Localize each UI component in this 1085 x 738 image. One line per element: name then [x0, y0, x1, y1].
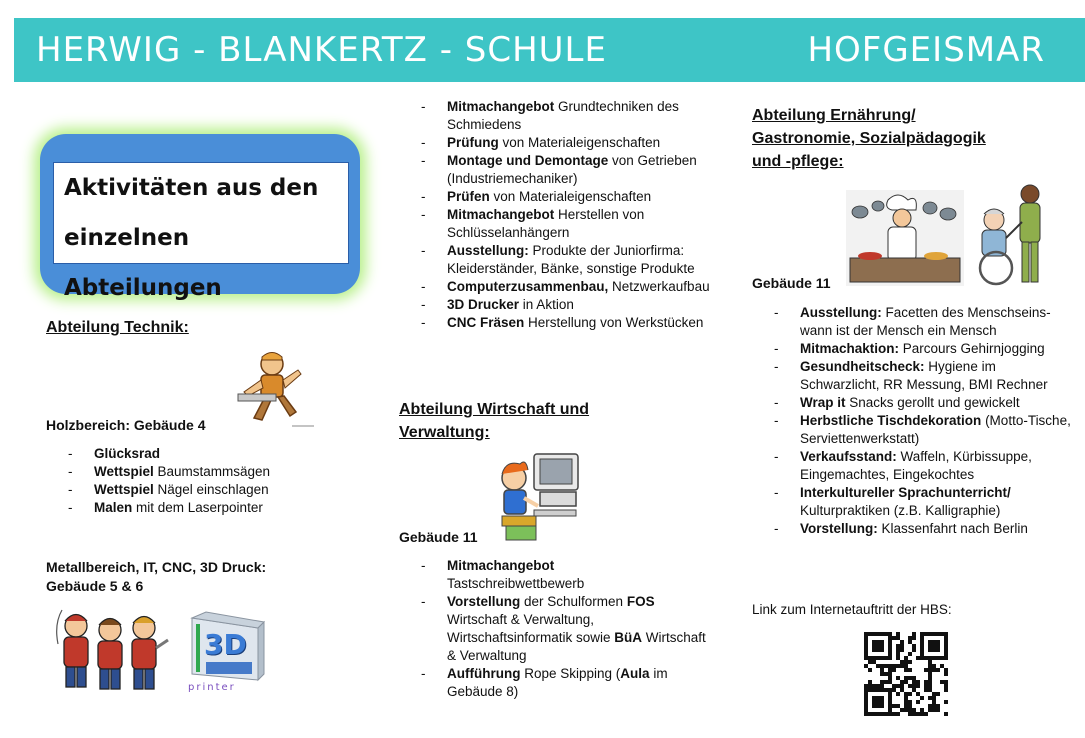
list-item: - Herbstliche Tischdekoration (Motto-Tische, Serviettenwerkstatt): [752, 412, 1072, 448]
activities-line-1: Aktivitäten aus den: [64, 175, 319, 201]
list-item: - Aufführung Rope Skipping (Aula im Gebäude 8): [399, 665, 714, 701]
activities-box: [40, 134, 360, 301]
computer-kid-illustration: [494, 448, 586, 544]
mechanics-illustration: [52, 604, 170, 696]
list-item: - Montage und Demontage von Getrieben (Industriemechaniker): [399, 152, 714, 188]
ernaehrung-heading: [752, 104, 986, 173]
list-item: - Interkultureller Sprachunterricht/ Kulturpraktiken (z.B. Kalligraphie): [752, 484, 1072, 520]
carpenter-illustration: [232, 348, 314, 430]
list-item: - Glücksrad: [46, 445, 346, 463]
header-banner: [14, 18, 1085, 82]
qr-code[interactable]: [864, 632, 948, 716]
printer-label: printer: [188, 682, 236, 693]
list-item: - Vorstellung: Klassenfahrt nach Berlin: [752, 520, 1072, 538]
list-item: - Prüfung von Materialeigenschaften: [399, 134, 714, 152]
list-item: - Wettspiel Nägel einschlagen: [46, 481, 346, 499]
list-item: - Mitmachangebot Herstellen von Schlüsselanhängern: [399, 206, 714, 242]
ernaehrung-heading-line-2: Gastronomie, Sozialpädagogik: [752, 130, 986, 147]
school-name: HERWIG - BLANKERTZ - SCHULE: [36, 30, 607, 70]
chef-illustration: [846, 190, 964, 286]
wirtschaft-heading: [399, 398, 589, 444]
list-item: - Wettspiel Baumstammsägen: [46, 463, 346, 481]
list-item: - Gesundheitscheck: Hygiene im Schwarzlicht, RR Messung, BMI Rechner: [752, 358, 1072, 394]
technik-heading: Abteilung Technik:: [46, 319, 189, 336]
list-item: - Computerzusammenbau, Netzwerkaufbau: [399, 278, 714, 296]
list-item: - Mitmachaktion: Parcours Gehirnjogging: [752, 340, 1072, 358]
metall-heading: [46, 558, 266, 596]
printer-3d-label: 3D: [204, 628, 247, 661]
list-item: - Vorstellung der Schulformen FOS Wirtschaft & Verwaltung, Wirtschaftsinformatik sowie BüA Wirtschaft & Verwaltung: [399, 593, 714, 665]
metall-heading-line-1: Metallbereich, IT, CNC, 3D Druck:: [46, 559, 267, 575]
list-item: - Malen mit dem Laserpointer: [46, 499, 346, 517]
website-link-text: Link zum Internetauftritt der HBS:: [752, 602, 952, 617]
list-item: - Ausstellung: Facetten des Menschseins- wann ist der Mensch ein Mensch: [752, 304, 1072, 340]
list-item: - CNC Fräsen Herstellung von Werkstücken: [399, 314, 714, 332]
list-item: - Prüfen von Materialeigenschaften: [399, 188, 714, 206]
ernaehrung-heading-line-1: Abteilung Ernährung/: [752, 107, 916, 124]
holz-heading: Holzbereich: Gebäude 4: [46, 417, 206, 433]
technik-list-continued: [399, 98, 714, 332]
wirtschaft-building: Gebäude 11: [399, 529, 478, 545]
wirtschaft-list: [399, 557, 714, 701]
wirtschaft-heading-line-2: Verwaltung:: [399, 424, 490, 441]
ernaehrung-building: Gebäude 11: [752, 275, 831, 291]
list-item: - Mitmachangebot Grundtechniken des Schmiedens: [399, 98, 714, 134]
ernaehrung-heading-line-3: und -pflege:: [752, 153, 844, 170]
city-name: HOFGEISMAR: [807, 30, 1045, 70]
holz-list: [46, 445, 346, 517]
list-item: - Ausstellung: Produkte der Juniorfirma: Kleiderständer, Bänke, sonstige Produkte: [399, 242, 714, 278]
activities-line-2: einzelnen Abteilungen: [64, 225, 222, 301]
metall-heading-line-2: Gebäude 5 & 6: [46, 578, 144, 594]
list-item: - Mitmachangebot Tastschreibwettbewerb: [399, 557, 714, 593]
3d-printer-illustration: [184, 610, 270, 700]
caregiver-illustration: [968, 182, 1052, 288]
list-item: - Wrap it Snacks gerollt und gewickelt: [752, 394, 1072, 412]
activities-title: [53, 162, 349, 301]
wirtschaft-heading-line-1: Abteilung Wirtschaft und: [399, 401, 590, 418]
list-item: - 3D Drucker in Aktion: [399, 296, 714, 314]
ernaehrung-list: [752, 304, 1072, 538]
list-item: - Verkaufsstand: Waffeln, Kürbissuppe, Eingemachtes, Eingekochtes: [752, 448, 1072, 484]
